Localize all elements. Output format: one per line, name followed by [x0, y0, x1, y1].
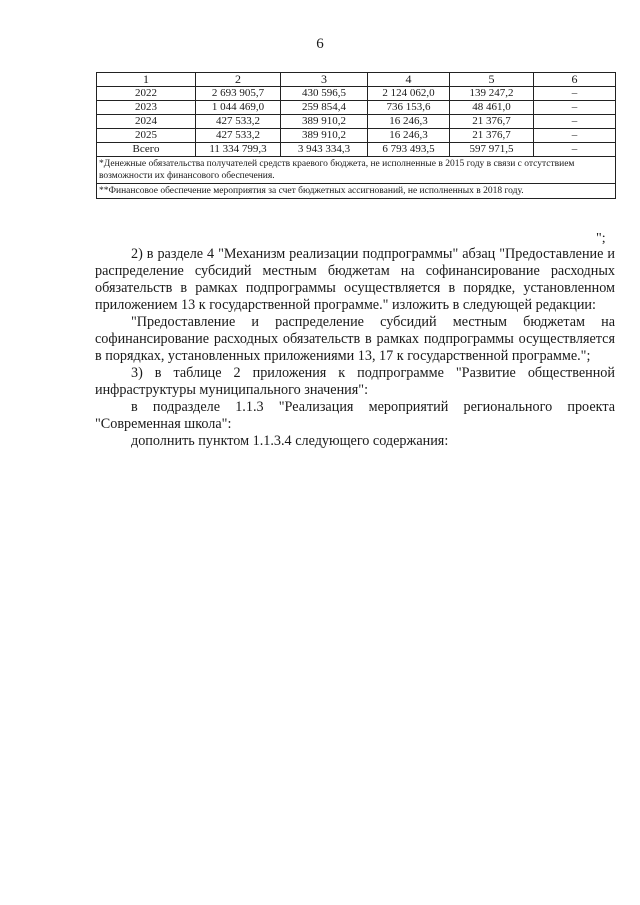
column-number: 4 — [368, 73, 450, 87]
table-cell: – — [534, 129, 616, 143]
table-row — [97, 87, 616, 101]
table-cell: 11 334 799,3 — [196, 143, 281, 157]
table-cell: 2022 — [97, 87, 196, 101]
table-cell: 427 533,2 — [196, 129, 281, 143]
table-footnote: *Денежные обязательства получателей средств краевого бюджета, не исполненные в 2015 году в связи с отсутствием возможности их финансового обеспечения. — [97, 157, 616, 184]
table-cell: – — [534, 87, 616, 101]
column-number: 3 — [281, 73, 368, 87]
paragraph: дополнить пунктом 1.1.3.4 следующего содержания: — [131, 433, 449, 449]
table-cell: 2024 — [97, 115, 196, 129]
table-cell: 16 246,3 — [368, 129, 450, 143]
table-cell: 16 246,3 — [368, 115, 450, 129]
closing-quote-mark: "; — [596, 231, 606, 246]
table-cell: 1 044 469,0 — [196, 101, 281, 115]
table-cell: 597 971,5 — [450, 143, 534, 157]
column-number: 6 — [534, 73, 616, 87]
table-cell: Всего — [97, 143, 196, 157]
table-note-row — [97, 157, 616, 184]
table-cell: 3 943 334,3 — [281, 143, 368, 157]
column-number: 2 — [196, 73, 281, 87]
document-body — [95, 246, 615, 450]
table-cell: 259 854,4 — [281, 101, 368, 115]
table-total-row — [97, 143, 616, 157]
table-cell: 736 153,6 — [368, 101, 450, 115]
table-cell: 6 793 493,5 — [368, 143, 450, 157]
column-number: 1 — [97, 73, 196, 87]
table-cell: 2025 — [97, 129, 196, 143]
table-cell: – — [534, 101, 616, 115]
table-cell: 48 461,0 — [450, 101, 534, 115]
page-number: 6 — [316, 36, 324, 52]
table-row — [97, 115, 616, 129]
table-footnote: **Финансовое обеспечение мероприятия за счет бюджетных ассигнований, не исполненных в 2018 году. — [97, 184, 616, 199]
paragraph: 3) в таблице 2 приложения к подпрограмме "Развитие общественной инфраструктуры муниципального значения": — [95, 365, 615, 398]
table-cell: 2023 — [97, 101, 196, 115]
table-header-row — [97, 73, 616, 87]
table-cell: 427 533,2 — [196, 115, 281, 129]
table-cell: 430 596,5 — [281, 87, 368, 101]
table-cell: 389 910,2 — [281, 129, 368, 143]
table-cell: – — [534, 143, 616, 157]
column-number: 5 — [450, 73, 534, 87]
paragraph: "Предоставление и распределение субсидий местным бюджетам на софинансирование расходных обязательств в рамках подпрограммы осуществляется в порядках, установленных приложениями 13, 17 к государственной программе."; — [95, 314, 615, 364]
table-cell: 2 693 905,7 — [196, 87, 281, 101]
table-note-row — [97, 184, 616, 199]
table-cell: 389 910,2 — [281, 115, 368, 129]
table-cell: 139 247,2 — [450, 87, 534, 101]
budget-table — [96, 72, 616, 199]
table-cell: 21 376,7 — [450, 129, 534, 143]
table-row — [97, 129, 616, 143]
paragraph: 2) в разделе 4 "Механизм реализации подпрограммы" абзац "Предоставление и распределение субсидий местным бюджетам на софинансирование расходных обязательств в рамках подпрограммы осуществляется в порядке, установленном приложением 13 к государственной программе." изложить в следующей редакции: — [95, 246, 615, 313]
paragraph: в подразделе 1.1.3 "Реализация мероприятий регионального проекта "Современная школа": — [95, 399, 615, 432]
table-cell: – — [534, 115, 616, 129]
table-row — [97, 101, 616, 115]
table-cell: 2 124 062,0 — [368, 87, 450, 101]
table-cell: 21 376,7 — [450, 115, 534, 129]
